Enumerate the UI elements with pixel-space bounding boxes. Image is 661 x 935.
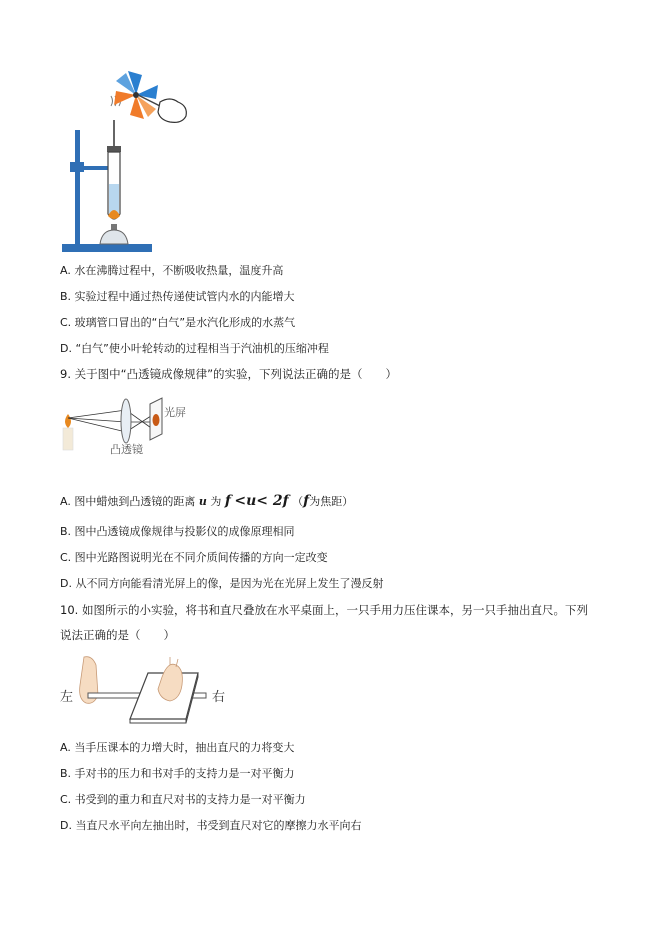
var-u-2: u [246,493,257,509]
screen-label: 光屏 [164,406,186,419]
q10-stem-line1: 10. 如图所示的小实验，将书和直尺叠放在水平桌面上，一只手用力压住课本，另一只手抽出直尺。下列 [60,603,588,617]
q10-option-d: D. 当直尺水平向左抽出时，书受到直尺对它的摩擦力水平向右 [60,819,362,832]
q8-option-a: A. 水在沸腾过程中，不断吸收热量，温度升高 [60,264,284,277]
left-label: 左 [60,690,74,705]
var-f-3: f [303,493,310,509]
q10-stem-line2: 说法正确的是（ ） [60,628,175,642]
q9-option-c: C. 图中光路图说明光在不同介质间传播的方向一定改变 [60,551,328,564]
q8-option-d: D. “白气”使小叶轮转动的过程相当于汽油机的压缩冲程 [60,342,329,355]
lt-two: < 2 [256,493,283,509]
candle [63,414,73,450]
q9-option-d: D. 从不同方向能看清光屏上的像，是因为光在光屏上发生了漫反射 [60,577,384,590]
convex-lens [121,399,131,443]
q9-option-b: B. 图中凸透镜成像规律与投影仪的成像原理相同 [60,525,295,538]
stand-rod [75,130,80,246]
q10-option-b: B. 手对书的压力和书对手的支持力是一对平衡力 [60,767,295,780]
q8-option-c: C. 玻璃管口冒出的“白气”是水汽化形成的水蒸气 [60,316,296,329]
book-ruler-figure [58,655,230,727]
q10-option-c: C. 书受到的重力和直尺对书的支持力是一对平衡力 [60,793,306,806]
q9-stem: 9. 关于图中“凸透镜成像规律”的实验，下列说法正确的是（ ） [60,367,398,381]
pinwheel-figure [108,68,194,128]
q10-option-a: A. 当手压课本的力增大时，抽出直尺的力将变大 [60,741,295,754]
var-u: u [198,495,207,508]
right-label: 右 [212,690,226,705]
q8-option-b: B. 实验过程中通过热传递使试管内水的内能增大 [60,290,295,303]
q9-option-a-mid: 为 [210,495,222,508]
var-f-2: f [282,493,289,509]
q9-option-a-suffix: 为焦距） [309,495,354,508]
right-hand [158,664,182,701]
q9-option-a [60,494,353,509]
alcohol-lamp [100,210,128,244]
var-f: f [224,493,231,509]
q9-option-a-prefix: A. 图中蜡烛到凸透镜的距离 [60,495,196,508]
lt-sign: < [234,493,247,509]
lens-label: 凸透镜 [110,443,143,456]
paren-open: （ [292,495,304,508]
